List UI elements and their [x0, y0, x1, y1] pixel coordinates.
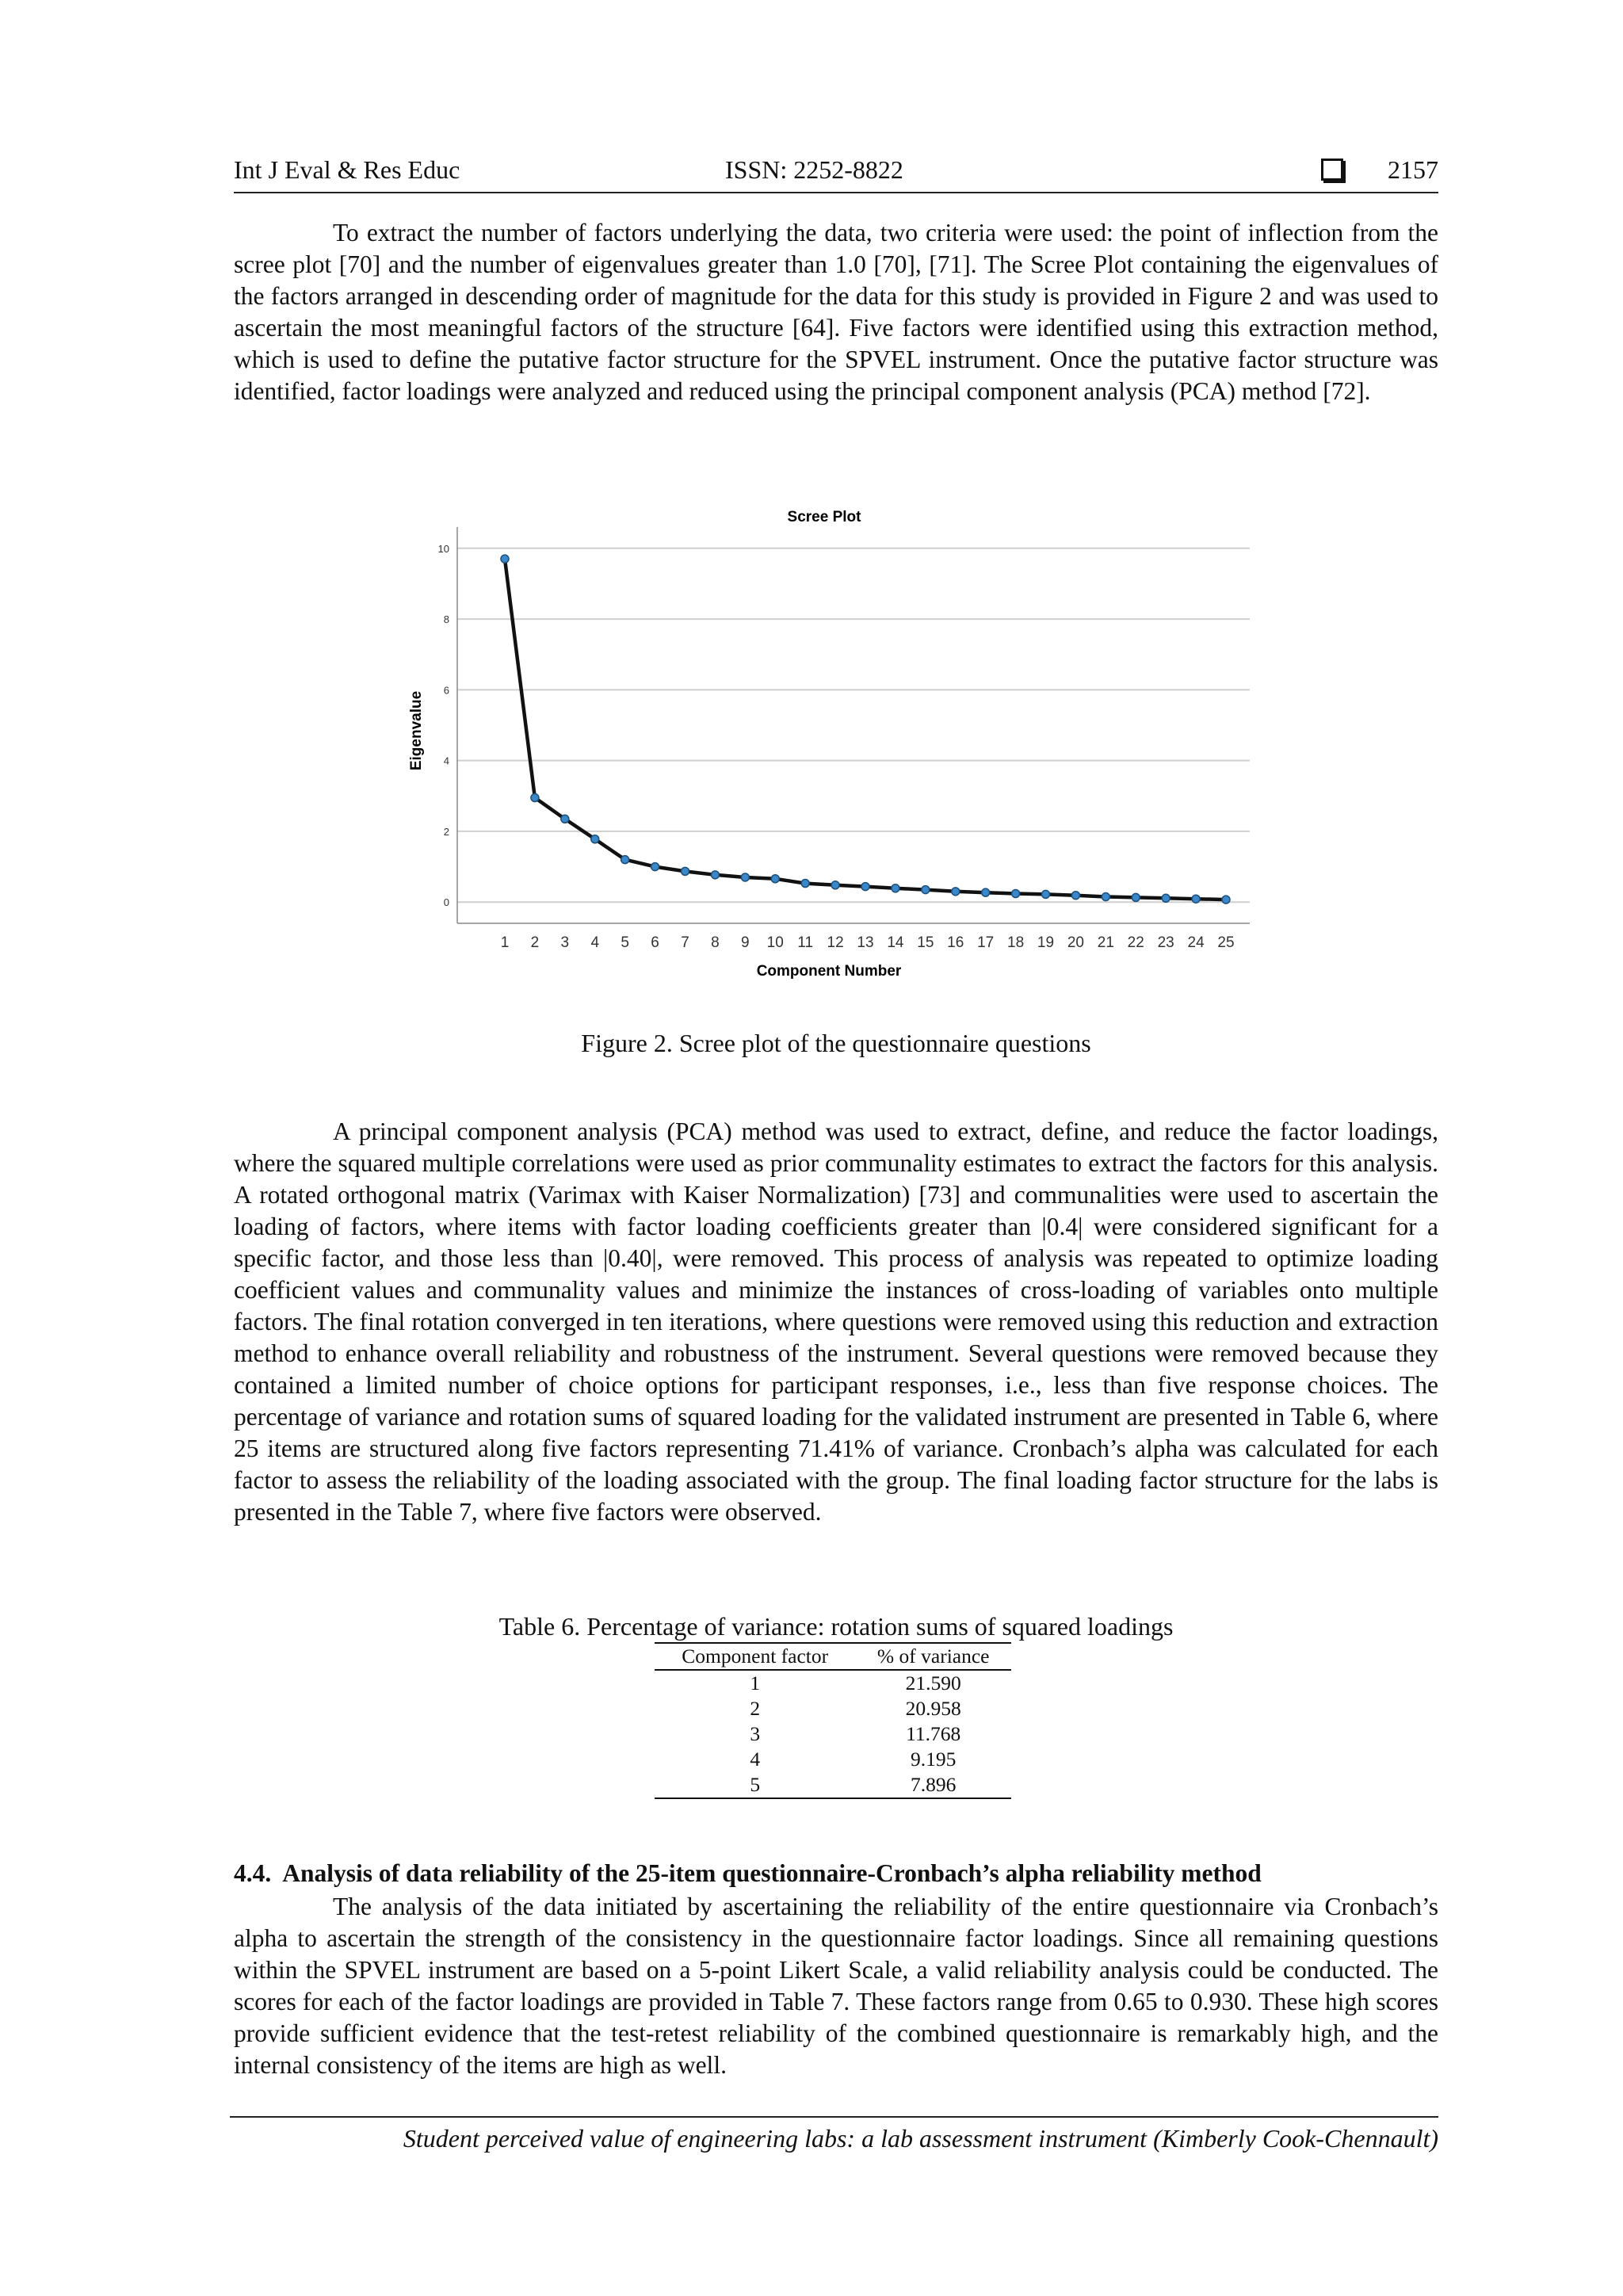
cell-variance: 20.958: [905, 1697, 961, 1720]
series-line: [505, 559, 1226, 900]
paragraph-pca-method: A principal component analysis (PCA) method was used to extract, define, and reduce the factor loadings, where the squared multiple correlations were used as prior communality estimates to extract the factors for this analysis. A rotated orthogonal matrix (Varimax with Kaiser Normalization) [73] and communalities were used to ascertain the loading of factors, where items with factor loading coefficients greater than |0.4| were considered significant for a specific factor, and those less than |0.40|, were removed. This process of analysis was repeated to optimize loading coefficient values and communality values and minimize the instances of cross-loading of variables onto multiple factors. The final rotation converged in ten iterations, where questions were removed using this reduction and extraction method to enhance overall reliability and robustness of the instrument. Several questions were removed because they contained a limited number of choice options for participant responses, i.e., less than five response choices. The percentage of variance and rotation sums of squared loading for the validated instrument are presented in Table 6, where 25 items are structured along five factors representing 71.41% of variance. Cronbach’s alpha was calculated for each factor to assess the reliability of the loading associated with the group. The final loading factor structure for the labs is presented in the Table 7, where five factors were observed.: [234, 1117, 1438, 1526]
x-tick-label: 25: [1217, 934, 1235, 951]
cell-variance: 7.896: [855, 1772, 1011, 1798]
running-footer: Student perceived value of engineering labs: a lab assessment instrument (Kimberly Cook-Chennault): [403, 2124, 1438, 2153]
x-tick-label: 15: [917, 934, 934, 951]
x-tick-label: 6: [651, 934, 659, 951]
data-point: [892, 884, 899, 892]
x-tick-label: 13: [857, 934, 874, 951]
table-row: [655, 1772, 1011, 1798]
journal-name: Int J Eval & Res Educ: [234, 155, 460, 184]
data-point: [801, 880, 809, 888]
x-tick-label: 23: [1157, 934, 1174, 951]
page-number: 2157: [1388, 155, 1438, 184]
issn: ISSN: 2252-8822: [725, 155, 903, 184]
data-point: [771, 875, 779, 883]
cell-variance: 21.590: [905, 1671, 961, 1694]
x-tick-label: 18: [1007, 934, 1025, 951]
data-point: [982, 888, 990, 896]
cell-component: 3: [750, 1722, 761, 1745]
data-point: [831, 881, 839, 889]
y-tick-label: 2: [443, 825, 449, 838]
running-header: [234, 155, 1438, 193]
paragraph-factor-extraction: To extract the number of factors underlying the data, two criteria were used: the point of inflection from the scree plot [70] and the number of eigenvalues greater than 1.0 [70], [71]. The Scree Plot containing the eigenvalues of the factors arranged in descending order of magnitude for the data for this study is provided in Figure 2 and was used to ascertain the most meaningful factors of the structure [64]. Five factors were identified using this extraction method, which is used to define the putative factor structure for the SPVEL instrument. Once the putative factor structure was identified, factor loadings were analyzed and reduced using the principal component analysis (PCA) method [72].: [234, 219, 1438, 405]
data-point: [861, 883, 869, 891]
x-tick-label: 22: [1127, 934, 1144, 951]
cell-variance: 9.195: [911, 1748, 957, 1771]
x-tick-label: 21: [1097, 934, 1114, 951]
y-tick-label: 10: [437, 542, 449, 555]
x-tick-label: 2: [530, 934, 540, 951]
x-tick-label: 3: [560, 934, 570, 951]
data-point: [651, 863, 659, 871]
x-tick-label: 7: [681, 934, 689, 951]
cell-component: 5: [655, 1772, 855, 1798]
data-point: [952, 888, 960, 896]
x-tick-label: 14: [887, 934, 904, 951]
data-point: [741, 873, 749, 881]
section-heading: 4.4. Analysis of data reliability of the 25-item questionnaire-Cronbach’s alpha reliability method: [234, 1859, 1262, 1887]
figure-caption: Figure 2. Scree plot of the questionnaire questions: [581, 1029, 1091, 1057]
data-point: [922, 886, 930, 894]
x-tick-label: 16: [947, 934, 964, 951]
square-icon: [1321, 159, 1343, 181]
column-header-variance: % of variance: [855, 1643, 1011, 1670]
table-row: [655, 1670, 1011, 1696]
x-tick-label: 20: [1067, 934, 1084, 951]
table-row: [655, 1696, 1011, 1721]
data-point: [682, 867, 689, 875]
table-header-row: [655, 1643, 1011, 1670]
x-tick-label: 17: [977, 934, 995, 951]
data-point: [591, 835, 599, 843]
x-tick-label: 8: [711, 934, 720, 951]
data-point: [1102, 893, 1109, 901]
cell-component: 1: [750, 1671, 761, 1694]
chart-title: Scree Plot: [787, 509, 861, 525]
cell-variance: 11.768: [906, 1722, 961, 1745]
x-tick-label: 9: [741, 934, 750, 951]
cell-component: 4: [750, 1748, 761, 1771]
y-tick-label: 6: [443, 684, 449, 697]
variance-table: [655, 1642, 1011, 1799]
x-tick-label: 12: [827, 934, 844, 951]
x-axis-label: Component Number: [756, 963, 902, 980]
y-tick-label: 0: [443, 896, 449, 909]
table-caption: Table 6. Percentage of variance: rotation sums of squared loadings: [498, 1612, 1174, 1641]
data-point: [1042, 890, 1050, 898]
data-point: [1132, 893, 1140, 901]
data-point: [561, 815, 569, 823]
x-tick-label: 5: [621, 934, 629, 951]
data-point: [1192, 895, 1200, 903]
data-point: [621, 856, 629, 864]
data-point: [1012, 890, 1020, 898]
table-row: [655, 1721, 1011, 1747]
x-tick-label: 11: [797, 934, 814, 951]
x-tick-label: 1: [500, 934, 510, 951]
data-point: [501, 555, 509, 563]
footer-rule: [230, 2116, 1438, 2118]
scree-plot: [392, 499, 1276, 991]
data-point: [1162, 894, 1170, 902]
paragraph-reliability: The analysis of the data initiated by ascertaining the reliability of the entire questionnaire via Cronbach’s alpha to ascertain the strength of the consistency in the questionnaire factor loadings. Since all remaining questions within the SPVEL instrument are based on a 5-point Likert Scale, a valid reliability analysis could be conducted. The scores for each of the factor loadings are provided in Table 7. These factors range from 0.65 to 0.930. These high scores provide sufficient evidence that the test-retest reliability of the combined questionnaire is remarkably high, and the internal consistency of the items are high as well.: [234, 1893, 1438, 2079]
data-point: [1222, 896, 1230, 904]
cell-component: 2: [750, 1697, 761, 1720]
x-tick-label: 10: [766, 934, 784, 951]
data-point: [1071, 892, 1079, 900]
table-row: [655, 1747, 1011, 1772]
column-header-component: Component factor: [655, 1643, 855, 1670]
data-point: [531, 794, 539, 802]
data-point: [711, 871, 719, 879]
x-tick-label: 24: [1187, 934, 1205, 951]
y-tick-label: 4: [443, 755, 449, 767]
y-axis-label: Eigenvalue: [408, 690, 425, 771]
x-tick-label: 19: [1037, 934, 1055, 951]
y-tick-label: 8: [443, 613, 449, 626]
x-tick-label: 4: [590, 934, 600, 951]
